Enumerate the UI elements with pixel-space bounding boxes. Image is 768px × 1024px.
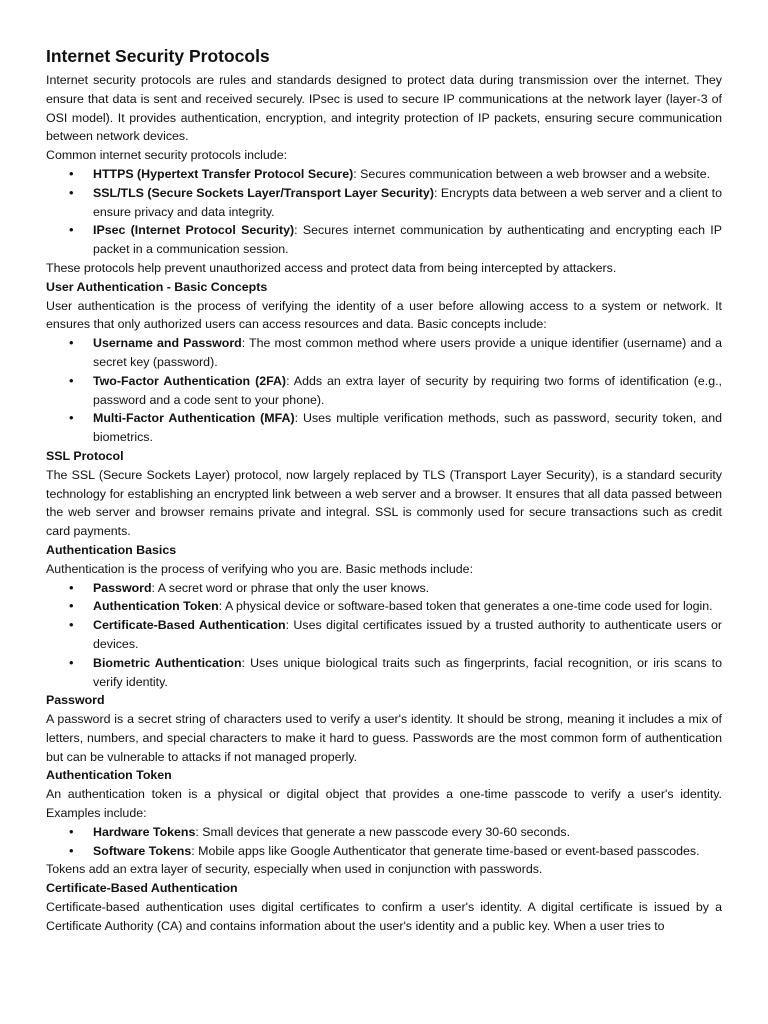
list-item	[46, 616, 722, 654]
section-body: An authentication token is a physical or digital object that provides a one-time passcode to verify a user's identity. Examples include:	[46, 787, 722, 821]
list-item	[46, 372, 722, 410]
section-body: A password is a secret string of characters used to verify a user's identity. It should be strong, meaning it includes a mix of letters, numbers, and special characters to make it hard to guess. Passwords are the most common form of authentication but can be vulnerable to attacks if not managed properly.	[46, 712, 722, 764]
list-item-desc: : Uses digital certificates issued by a trusted authority to authenticate users or devices.	[93, 618, 723, 651]
section-body: The SSL (Secure Sockets Layer) protocol, now largely replaced by TLS (Transport Layer Security), is a standard security technology for establishing an encrypted link between a web server and a browser. It ensures that all data passed between the web server and browser remains private and integral. SSL is commonly used for secure transactions such as credit card payments.	[46, 467, 722, 539]
section-heading-authentication-basics: Authentication Basics	[46, 542, 177, 557]
list-item	[46, 842, 722, 861]
section-heading-certificate-based-authentication: Certificate-Based Authentication	[46, 881, 238, 896]
list-item-term: Hardware Tokens	[93, 824, 196, 839]
list-item-term: Two-Factor Authentication (2FA)	[93, 373, 287, 388]
protocols-close: These protocols help prevent unauthorized access and protect data from being intercepted by attackers.	[46, 260, 617, 275]
intro-paragraph: Internet security protocols are rules and standards designed to protect data during transmission over the internet. They ensure that data is sent and received securely. IPsec is used to secure IP communications at the network layer (layer-3 of OSI model). It provides authentication, encryption, and integrity protection of IP packets, ensuring secure communication between network devices.	[46, 73, 722, 144]
protocols-lead: Common internet security protocols include:	[46, 148, 288, 163]
list-item-term: Software Tokens	[93, 843, 192, 858]
list-item-term: Password	[93, 580, 152, 595]
list-item-desc: : Mobile apps like Google Authenticator that generate time-based or event-based passcodes.	[191, 843, 700, 858]
list-item-desc: : Uses multiple verification methods, such as password, security token, and biometrics.	[93, 411, 722, 445]
authentication-token-list	[46, 823, 722, 861]
list-item	[46, 409, 722, 447]
list-item-desc: : A secret word or phrase that only the user knows.	[151, 580, 430, 595]
list-item-term: Certificate-Based Authentication	[93, 618, 286, 633]
list-item	[46, 184, 722, 222]
list-item-term: Multi-Factor Authentication (MFA)	[93, 411, 295, 426]
section-body: Certificate-based authentication uses digital certificates to confirm a user's identity. A digital certificate is issued by a Certificate Authority (CA) and contains information about the user's identity and a public key. When a user tries to	[46, 900, 722, 933]
list-item-desc: : Adds an extra layer of security by requiring two forms of identification (e.g., password and a code sent to your phone).	[93, 373, 722, 407]
list-item	[46, 654, 722, 692]
list-item-term: Username and Password	[93, 336, 242, 351]
list-item	[46, 165, 722, 184]
list-item	[46, 579, 722, 598]
user-authentication-list	[46, 334, 722, 447]
list-item-term: IPsec (Internet Protocol Security)	[93, 223, 295, 238]
list-item-term: Biometric Authentication	[93, 655, 242, 670]
list-item-desc: : Uses unique biological traits such as fingerprints, facial recognition, or iris scans to verify identity.	[93, 655, 722, 689]
list-item-term: HTTPS (Hypertext Transfer Protocol Secure)	[93, 166, 354, 181]
list-item-desc: : Small devices that generate a new passcode every 30-60 seconds.	[195, 824, 571, 839]
list-item	[46, 597, 722, 616]
list-item-desc: : Secures internet communication by authenticating and encrypting each IP packet in a communication session.	[93, 223, 722, 257]
list-item-term: SSL/TLS (Secure Sockets Layer/Transport Layer Security)	[93, 185, 434, 200]
list-item	[46, 334, 722, 372]
section-heading-user-authentication: User Authentication - Basic Concepts	[46, 279, 268, 294]
document-page	[46, 44, 722, 936]
list-item-term: Authentication Token	[93, 599, 219, 614]
list-item-desc: : Encrypts data between a web server and a client to ensure privacy and data integrity.	[93, 185, 722, 219]
list-item-desc: : A physical device or software-based token that generates a one-time code used for login.	[218, 599, 713, 614]
protocols-list	[46, 165, 722, 259]
page-title: Internet Security Protocols	[46, 46, 270, 66]
list-item	[46, 823, 722, 842]
section-close: Tokens add an extra layer of security, especially when used in conjunction with passwords.	[46, 862, 543, 877]
list-item-desc: : Secures communication between a web browser and a website.	[353, 166, 711, 181]
section-body: Authentication is the process of verifying who you are. Basic methods include:	[46, 561, 474, 576]
section-heading-ssl-protocol: SSL Protocol	[46, 448, 124, 463]
section-heading-password: Password	[46, 693, 105, 708]
section-heading-authentication-token: Authentication Token	[46, 768, 172, 783]
list-item-desc: : The most common method where users provide a unique identifier (username) and a secret key (password).	[93, 336, 722, 369]
section-body: User authentication is the process of verifying the identity of a user before allowing access to a system or network. It ensures that only authorized users can access resources and data. Basic concepts include:	[46, 298, 722, 332]
list-item	[46, 221, 722, 259]
authentication-basics-list	[46, 579, 722, 692]
